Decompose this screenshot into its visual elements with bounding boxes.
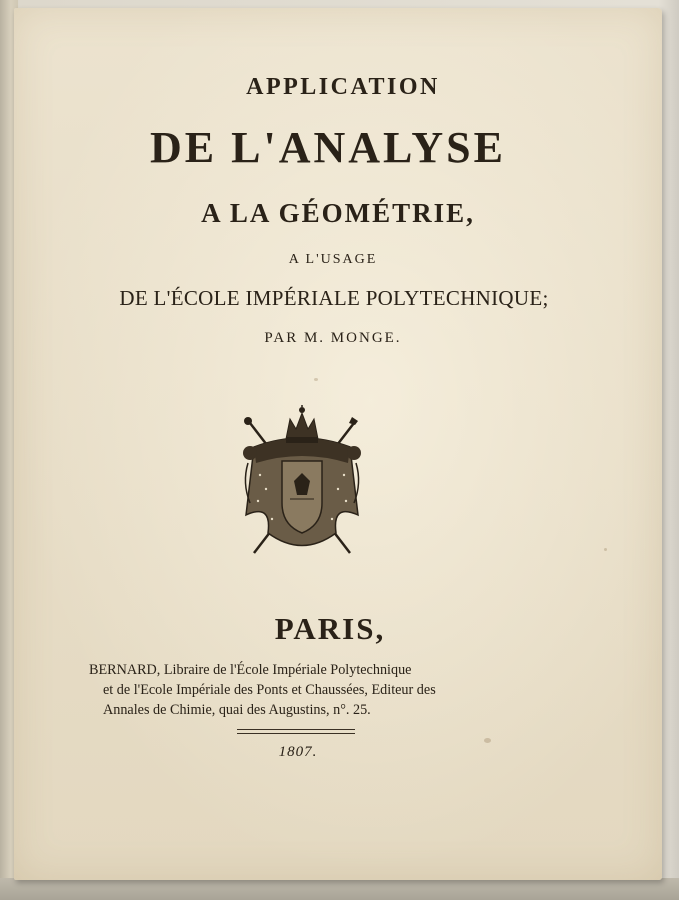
foxing-spot	[314, 378, 318, 381]
title-line-analyse: DE L'ANALYSE	[150, 123, 506, 172]
imprint-block	[89, 660, 589, 720]
imperial-coat-of-arms-icon	[232, 403, 372, 563]
foxing-spot	[604, 548, 607, 551]
imprint-line-3: Annales de Chimie, quai des Augustins, n°. 25.	[103, 702, 371, 718]
title-line-ecole: DE L'ÉCOLE IMPÉRIALE POLYTECHNIQUE;	[119, 286, 549, 310]
title-line-geometrie: A LA GÉOMÉTRIE,	[201, 198, 475, 228]
foxing-spot	[484, 738, 491, 743]
imprint-line-1: BERNARD, Libraire de l'École Impériale Polytechnique	[89, 662, 412, 678]
imprint-line-2: et de l'Ecole Impériale des Ponts et Chaussées, Editeur des	[103, 682, 436, 698]
imprint-city: PARIS,	[274, 611, 386, 646]
title-line-usage: A L'USAGE	[288, 252, 378, 267]
publication-year: 1807.	[278, 744, 318, 760]
double-rule-divider	[237, 729, 355, 734]
author-line: PAR M. MONGE.	[264, 330, 402, 346]
title-line-application: APPLICATION	[246, 74, 440, 100]
title-page	[14, 8, 662, 880]
book-bottom-edge	[0, 878, 679, 900]
